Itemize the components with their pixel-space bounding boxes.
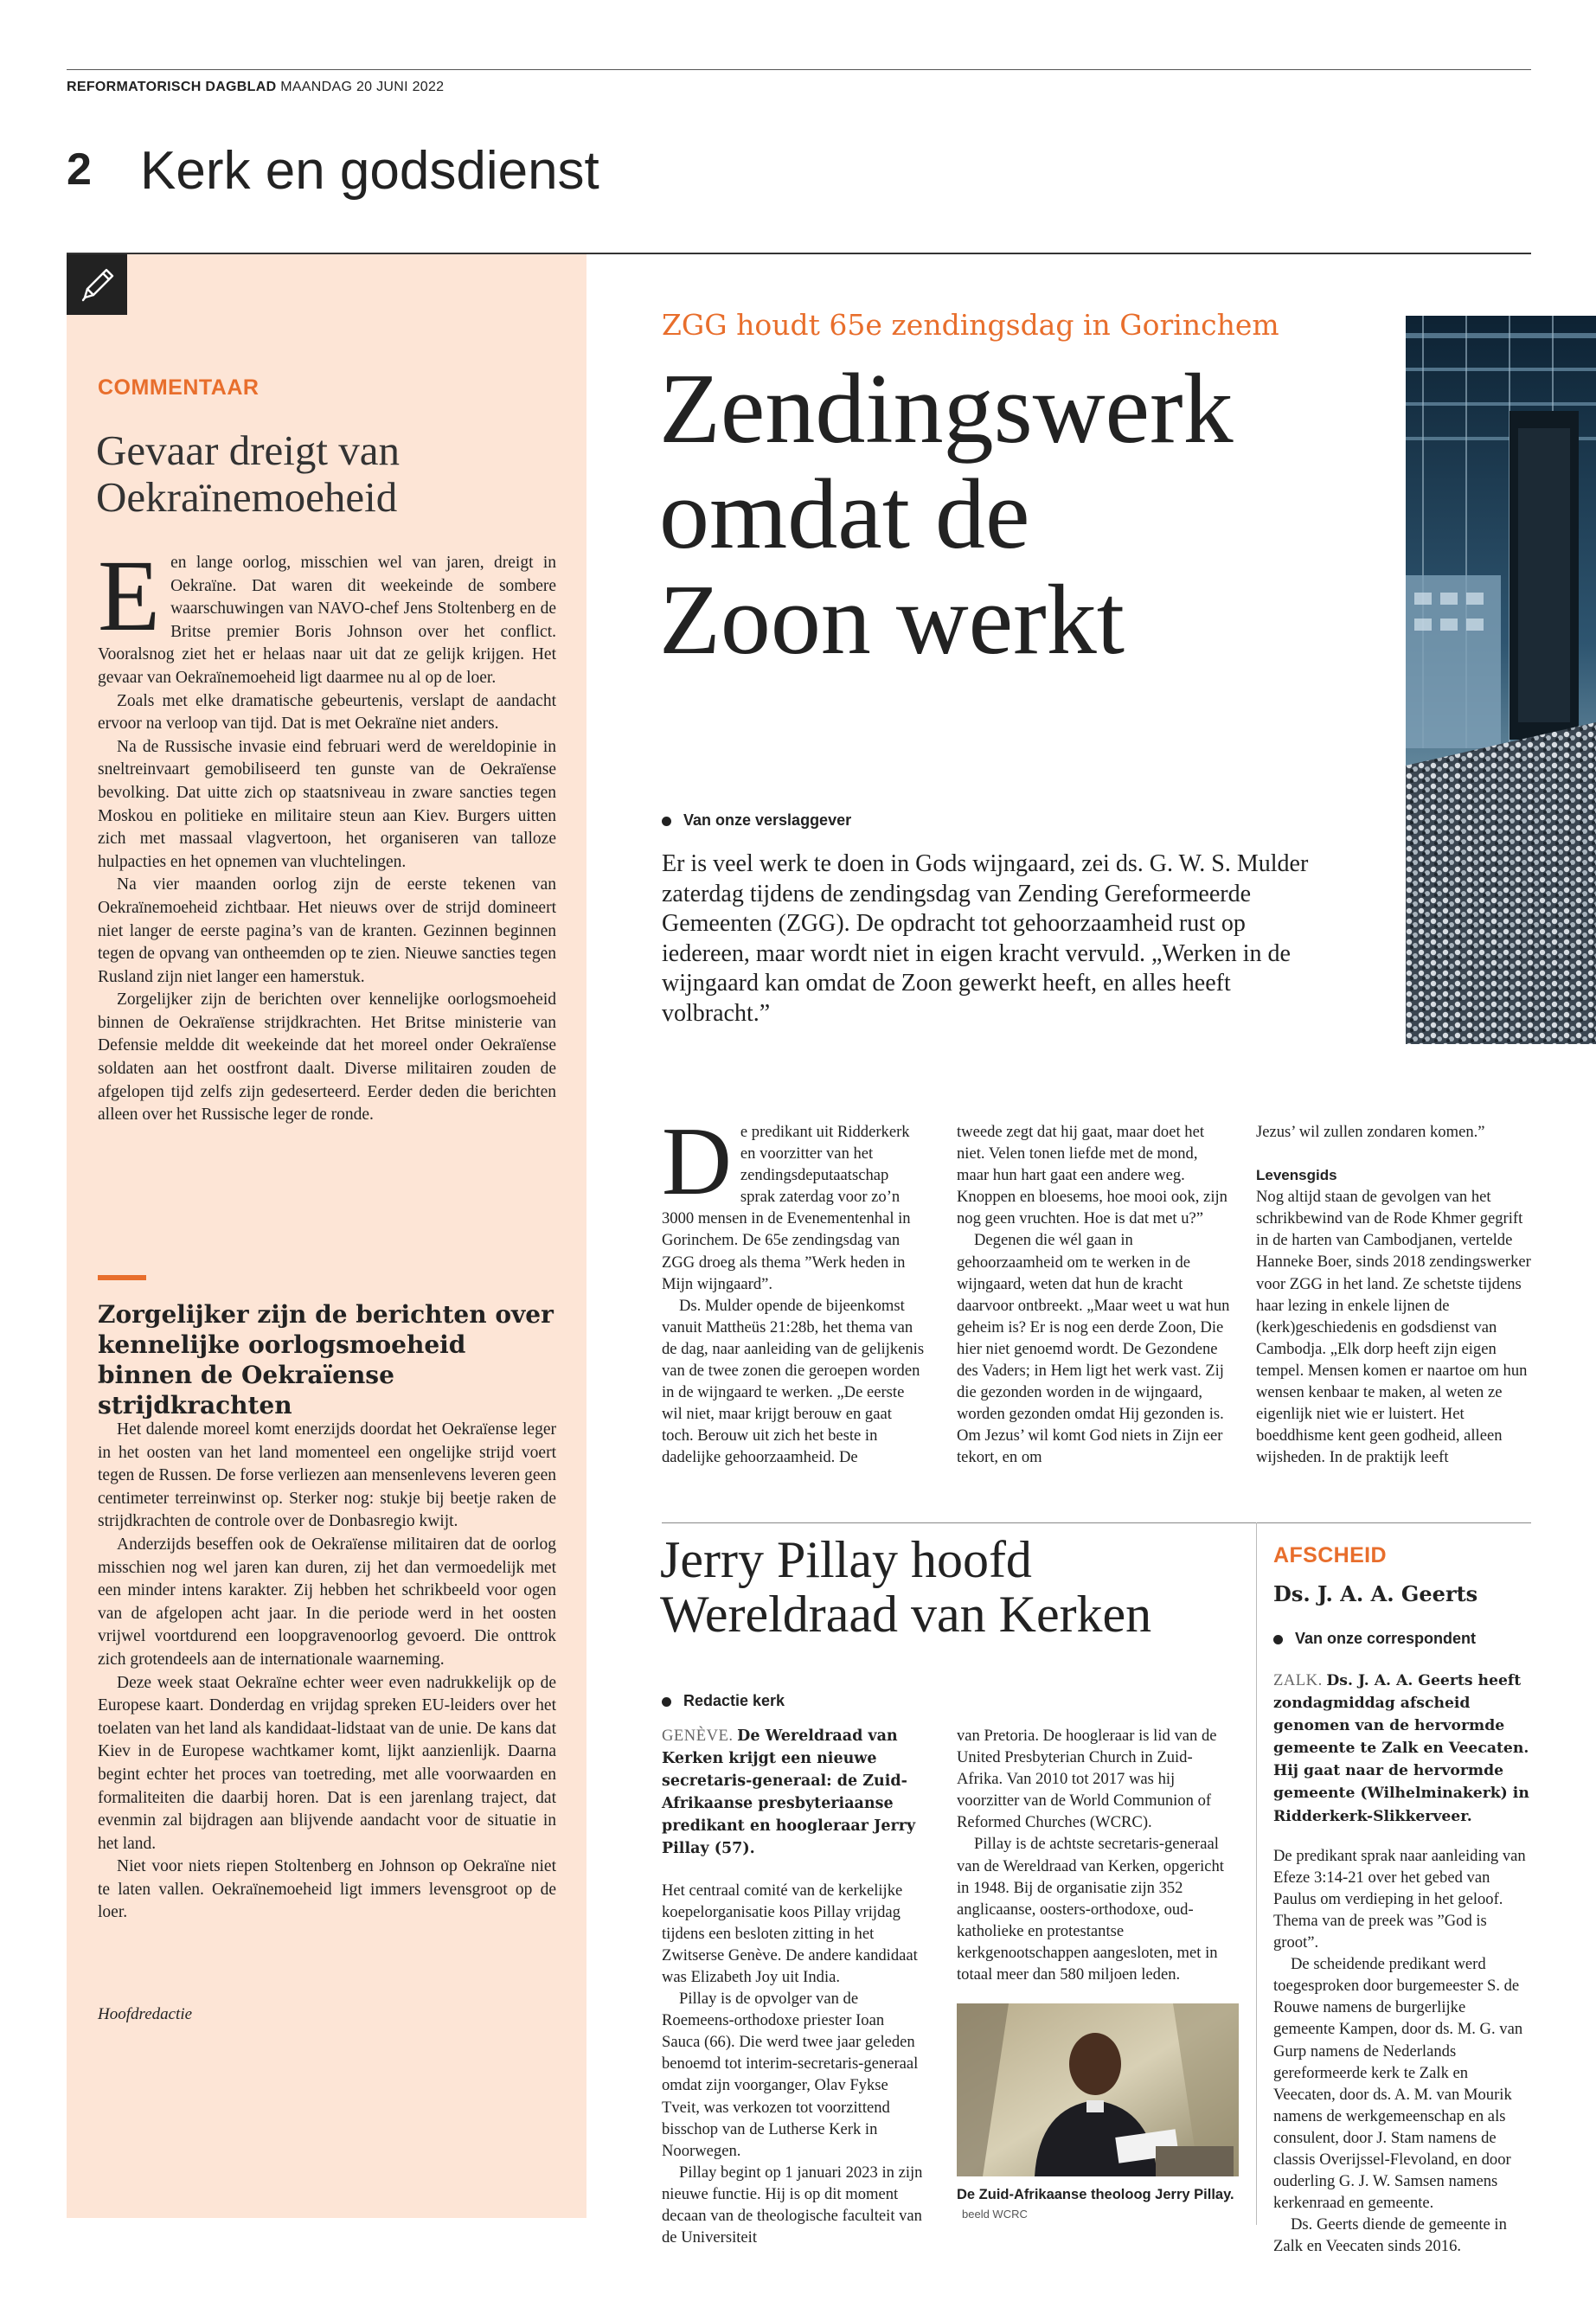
main-kicker: ZGG houdt 65e zendingsdag in Gorinchem — [662, 308, 1279, 342]
issue-date: MAANDAG 20 JUNI 2022 — [280, 80, 445, 94]
main-intro: Er is veel werk te doen in Gods wijngaard, zei ds. G. W. S. Mulder zaterdag tijdens de zendingsdag van Zending Gereformeerde Gemeenten (ZGG). De opdracht tot gehoorzaamheid rust op iedereen, maar wordt niet in eigen kracht vervuld. „Werken in de wijngaard kan omdat de Zoon gewerkt heeft, en alles heeft volbracht.” — [662, 850, 1309, 1027]
pillay-paragraph: Pillay begint op 1 januari 2023 in zijn nieuwe functie. Hij is op dit moment decaan van de theologische faculteit van de Universiteit — [662, 2163, 923, 2247]
farewell-byline-text: Van onze correspondent — [1295, 1630, 1477, 1647]
main-headline-line1: Zendingswerk — [659, 354, 1234, 465]
commentary-paragraph: Het dalende moreel komt enerzijds doordat het Oekraïense leger in het oosten van het land momenteel een ongelijke strijd voert tegen de Russen. De forse verliezen aan mensenlevens leveren geen centimeter terreinwinst op. Sterker nog: stukje bij beetje raken de strijdkrachten de controle over de Donbasregio kwijt. — [98, 1420, 556, 1531]
pillay-dateline: GENÈVE. — [662, 1727, 734, 1745]
commentary-title-line1: Gevaar dreigt van — [96, 426, 400, 474]
commentary-signature: Hoofdredactie — [98, 2005, 193, 2023]
pillay-byline — [662, 1692, 785, 1710]
commentary-paragraph: Deze week staat Oekraïne echter weer even nadrukkelijk op de Europese kaart. Donderdag en vrijdag spreken EU-leiders over het toelaten van het land als kandidaat-lidstaat van de unie. De kans dat Kiev in de Europese wachtkamer komt, lijkt aanzienlijk. Daarna begint echter het proces van toetreding, met alle voorwaarden en formaliteiten die daarbij horen. Dat is een jarenlang traject, dat evenmin zal bijdragen aan blijvende aandacht voor de situatie in het land. — [98, 1673, 556, 1853]
main-col2-rest: Degenen die wél gaan in gehoorzaamheid om te werken in de wijngaard, weten dat hun de kracht daarvoor ontbreekt. „Maar weet u wat hun geheim is? Er is nog een derde Zoon, Die hier niet genoemd wordt. De Gezondene des Vaders; in Hem ligt het werk vast. Zij die gezonden worden in de wijngaard, worden gezonden omdat Hij gezonden is. Om Jezus’ wil komt God niets in Zijn eer tekort, en om — [957, 1231, 1230, 1467]
main-dropcap: D — [662, 1108, 732, 1215]
main-photo — [1406, 316, 1596, 1044]
commentary-paragraph: Anderzijds beseffen ook de Oekraïense militairen dat de oorlog misschien nog wel jaren kan duren, zij het dan vermoedelijk met een minder intens karakter. Zij hebben het schrikbeeld voor ogen van de afgelopen acht jaar. In die periode werd in het oosten vrijwel voortdurend een loopgravenoorlog gevoerd. Die onttrok zich grotendeels aan de internationale waarneming. — [98, 1535, 556, 1669]
farewell-dateline: ZALK. — [1273, 1671, 1323, 1689]
pillay-photo — [957, 2003, 1239, 2176]
farewell-title: Ds. J. A. A. Geerts — [1273, 1581, 1478, 1606]
main-byline-text: Van onze verslaggever — [683, 811, 852, 829]
commentary-paragraph: Zoals met elke dramatische gebeurtenis, verslapt de aandacht ervoor na verloop van tijd. Dat is met Oekraïne niet anders. — [98, 691, 556, 734]
pen-icon-box — [67, 254, 127, 315]
running-header — [67, 80, 444, 95]
farewell-paragraph: Ds. Geerts diende de gemeente in Zalk en Veecaten sinds 2016. — [1273, 2215, 1507, 2256]
main-column-2 — [957, 1121, 1234, 1469]
main-col1-first: e predikant uit Ridderkerk en voorzitter van het zendingsdeputaatschap sprak zaterdag voor zo’n 3000 mensen in de Evenementenhal in Gorinchem. De 65e zendingsdag van ZGG droeg als thema ”Werk heden in Mijn wijngaard”. — [662, 1123, 911, 1293]
commentary-body-b — [98, 1419, 556, 1925]
section-title: Kerk en godsdienst — [140, 141, 599, 201]
commentary-paragraph: Niet voor niets riepen Stoltenberg en Johnson op Oekraïne niet te laten vallen. Oekraïnemoeheid ligt immers levensgroot op de loer. — [98, 1857, 556, 1922]
farewell-label: AFSCHEID — [1273, 1543, 1387, 1567]
pillay-caption: De Zuid-Afrikaanse theoloog Jerry Pillay. — [957, 2187, 1234, 2202]
commentary-title-line2: Oekraïnemoeheid — [96, 473, 398, 521]
pen-icon — [67, 254, 127, 315]
commentary-paragraph: Na vier maanden oorlog zijn de eerste tekenen van Oekraïnemoeheid zichtbaar. Het nieuws over de strijd domineert niet langer de eerste pagina’s van de kranten. Gezinnen beginnen tegen de opvang van ontheemden op te zien. Nieuwe sancties tegen Rusland zijn niet langer een hamerstuk. — [98, 875, 556, 986]
farewell-lead: Ds. J. A. A. Geerts heeft zondagmiddag afscheid genomen van de hervormde gemeente te Zalk en Veecaten. Hij gaat naar de hervormde gemeente (Wilhelminakerk) in Ridderkerk-Slikkerveer. — [1273, 1672, 1529, 1825]
commentary-label: COMMENTAAR — [98, 375, 260, 400]
commentary-panel — [67, 254, 586, 2218]
commentary-first-paragraph: en lange oorlog, misschien wel van jaren, dreigt in Oekraïne. Dat waren dit weekeinde de sombere waarschuwingen van NAVO-chef Jens Stoltenberg en de Britse premier Boris Johnson over het conflict. Vooralsnog ziet het er helaas naar uit dat ze gelijk krijgen. Het gevaar van Oekraïnemoeheid ligt daarmee nu al op de loer. — [98, 554, 556, 687]
main-col1-rest: Ds. Mulder opende de bijeenkomst vanuit Mattheüs 21:28b, het thema van de dag, naar aanleiding van de gelijkenis van de twee zonen die geroepen worden in de wijngaard te werken. „De eerste wil niet, maar krijgt berouw en gaat toch. Berouw uit zich het beste in dadelijke gehoorzaamheid. De — [662, 1296, 925, 1467]
commentary-dropcap: E — [98, 539, 161, 652]
pillay-paragraph: Pillay is de opvolger van de Roemeens-orthodoxe priester Ioan Sauca (66). Die werd twee jaar geleden benoemd tot interim-secretaris-generaal omdat zijn voorganger, Olav Fykse Tveit, was verkozen tot voorzittend bisschop van de Lutherse Kerk in Noorwegen. — [662, 1990, 919, 2160]
commentary-paragraph: Zorgelijker zijn de berichten over kennelijke oorlogsmoeheid binnen de Oekraïense strijdkrachten. Het Britse ministerie van Defensie meldde dit weekeinde dat het moreel onder Oekraïense soldaten aan het oostfront daalt. Diverse militairen zouden de afgelopen tijd zelfs zijn gedeserteerd. Eerder deden die berichten alleen over het Russische leger de ronde. — [98, 990, 556, 1125]
pillay-headline — [660, 1533, 1266, 1642]
main-column-3 — [1256, 1121, 1531, 1468]
farewell-paragraph: De scheidende predikant werd toegesproken door burgemeester S. de Rouwe namens de burgerlijke gemeente Kampen, door ds. M. G. van Gurp namens de Nederlands gereformeerde kerk te Zalk en Veecaten, door ds. A. M. van Mourik namens de werkgemeenschap en als consulent, door J. Stam namens de classis Overijssel-Flevoland, en door ouderling G. J. W. Samsen namens kerkenraad en gemeente. — [1273, 1955, 1523, 2213]
main-headline-line2: omdat de — [659, 459, 1030, 570]
pillay-lead: De Wereldraad van Kerken krijgt een nieuwe secretaris-generaal: de Zuid-Afrikaanse presbyteriaanse predikant en hoogleraar Jerry Pillay (57). — [662, 1727, 916, 1858]
pillay-paragraph: Het centraal comité van de kerkelijke koepelorganisatie koos Pillay vrijdag tijdens een besloten zitting in het Zwitserse Genève. De andere kandidaat was Elizabeth Joy uit India. — [662, 1881, 918, 1986]
farewell-byline — [1273, 1630, 1476, 1648]
pillay-byline-text: Redactie kerk — [683, 1692, 785, 1709]
pillay-caption-block — [957, 2185, 1239, 2224]
pillay-headline-line2: Wereldraad van Kerken — [660, 1586, 1152, 1643]
main-col3-first: Jezus’ wil zullen zondaren komen.” — [1256, 1123, 1485, 1141]
commentary-title — [96, 427, 563, 521]
main-byline — [662, 811, 851, 830]
main-col3-rest: Nog altijd staan de gevolgen van het schrikbewind van de Rode Khmer gegrift in de harten van Cambodjanen, vertelde Hanneke Boer, sinds 2018 zendingswerker voor ZGG in het land. Ze schetste tijdens haar lezing in enkele lijnen de (kerk)geschiedenis en godsdienst van Cambodja. „Elk dorp heeft zijn eigen tempel. Mensen komen er naartoe om hun wensen kenbaar te maken, al weten ze eigenlijk niet wie er luistert. Het boeddhisme kent geen godheid, alleen wijsheden. In de praktijk leeft — [1256, 1188, 1531, 1467]
pillay-portrait-photo — [957, 2003, 1239, 2176]
farewell-paragraph: De predikant sprak naar aanleiding van Efeze 3:14-21 over het gebed van Paulus om verdieping in het geloof. Thema van de preek was ”God is groot”. — [1273, 1846, 1526, 1952]
main-headline-line3: Zoon werkt — [659, 565, 1125, 676]
pillay-col2-first: van Pretoria. De hoogleraar is lid van de United Presbyterian Church in Zuid-Afrika. Van 2010 tot 2017 was hij voorzitter van de World Communion of Reformed Churches (WCRC). — [957, 1727, 1217, 1832]
top-rule — [67, 69, 1531, 70]
pillay-column-2 — [957, 1725, 1234, 1985]
pillay-col2-second: Pillay is de achtste secretaris-generaal van de Wereldraad van Kerken, opgericht in 1948. Bij de organisatie zijn 352 anglicaanse, oosters-orthodoxe, oud-katholieke en protestantse kerkgenootschappen aangesloten, met in totaal meer dan 580 miljoen leden. — [957, 1835, 1224, 1984]
main-col3-subhead: Levensgids — [1256, 1167, 1337, 1184]
farewell-divider — [1256, 1522, 1257, 2225]
bullet-icon — [1273, 1635, 1283, 1644]
pull-quote: Zorgelijker zijn de berichten over kennelijke oorlogsmoeheid binnen de Oekraïense strijdkrachten — [98, 1300, 554, 1420]
commentary-body-a — [98, 539, 556, 1127]
event-hall-photo — [1406, 316, 1596, 1044]
pillay-column-1 — [662, 1725, 926, 2248]
commentary-paragraph: Na de Russische invasie eind februari werd de wereldopinie in sneltreinvaart gemobiliseerd ten gunste van de Oekraïense bevolking. Dat uitte zich op staatsniveau in zware sancties tegen Moskou en politieke en militaire steun aan Kiev. Burgers uitten zich met massaal vlagvertoon, het organiseren van talloze hulpacties en het opnemen van vluchtelingen. — [98, 737, 556, 871]
pillay-credit: beeld WCRC — [962, 2208, 1028, 2221]
pillay-headline-line1: Jerry Pillay hoofd — [660, 1531, 1032, 1588]
pull-quote-accent — [98, 1275, 146, 1280]
page-number: 2 — [67, 144, 92, 195]
main-column-1 — [662, 1108, 926, 1469]
main-col2-first: tweede zegt dat hij gaat, maar doet het niet. Velen tonen liefde met de mond, maar hun hart gaat een andere weg. Knoppen en bloesems, hoe mooi ook, zijn nog geen vruchten. Hoe is dat met u?” — [957, 1123, 1227, 1228]
bullet-icon — [662, 1697, 671, 1707]
farewell-body — [1273, 1670, 1531, 2257]
bullet-icon — [662, 817, 671, 826]
main-headline — [659, 354, 1351, 676]
paper-name: REFORMATORISCH DAGBLAD — [67, 80, 277, 94]
lower-rule — [662, 1522, 1531, 1523]
